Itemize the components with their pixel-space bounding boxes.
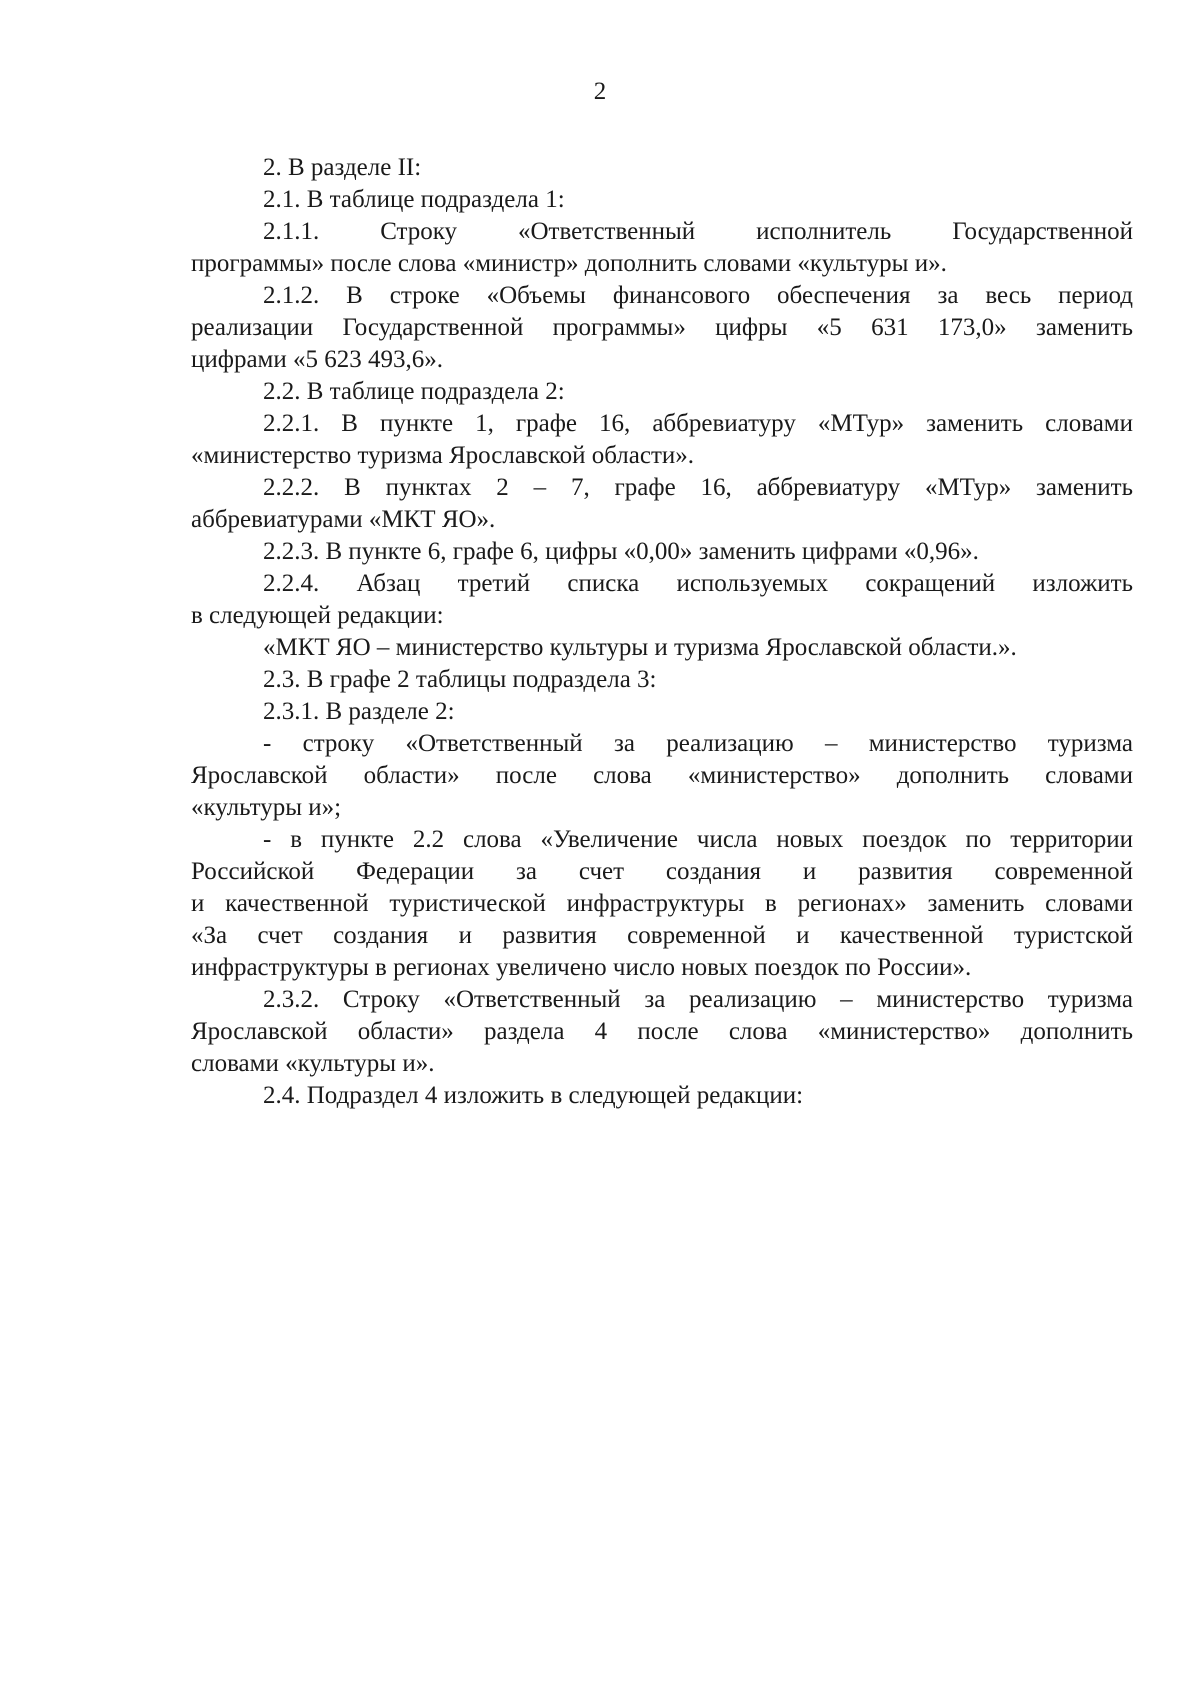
text-line: 2.2.1. В пункте 1, графе 16, аббревиатуру «МТур» заменить словами <box>263 410 1133 437</box>
text-line: реализации Государственной программы» цифры «5 631 173,0» заменить <box>191 314 1133 341</box>
text-line: 2.2. В таблице подраздела 2: <box>263 378 565 405</box>
paragraph <box>191 632 1133 664</box>
text-line: Российской Федерации за счет создания и развития современной <box>191 858 1133 885</box>
paragraph <box>191 1080 1133 1112</box>
text-line: 2.3.1. В разделе 2: <box>263 698 455 725</box>
paragraph <box>191 184 1133 216</box>
text-line: 2.1.1. Строку «Ответственный исполнитель Государственной <box>263 218 1133 245</box>
text-line: «культуры и»; <box>191 794 342 821</box>
paragraph <box>191 152 1133 184</box>
text-line: Ярославской области» после слова «министерство» дополнить словами <box>191 762 1133 789</box>
text-line: - строку «Ответственный за реализацию – министерство туризма <box>263 730 1133 757</box>
text-line: программы» после слова «министр» дополнить словами «культуры и». <box>191 250 947 277</box>
text-line: Ярославской области» раздела 4 после слова «министерство» дополнить <box>191 1018 1133 1045</box>
text-line: 2.2.2. В пунктах 2 – 7, графе 16, аббревиатуру «МТур» заменить <box>263 474 1133 501</box>
text-line: аббревиатурами «МКТ ЯО». <box>191 506 496 533</box>
text-line: 2.4. Подраздел 4 изложить в следующей редакции: <box>263 1082 804 1109</box>
text-line: 2.3. В графе 2 таблицы подраздела 3: <box>263 666 657 693</box>
text-line: 2.1. В таблице подраздела 1: <box>263 186 565 213</box>
text-line: «министерство туризма Ярославской области». <box>191 442 695 469</box>
paragraph <box>191 376 1133 408</box>
text-line: «За счет создания и развития современной и качественной туристской <box>191 922 1133 949</box>
paragraph <box>191 664 1133 696</box>
text-line: инфраструктуры в регионах увеличено число новых поездок по России». <box>191 954 972 981</box>
paragraph <box>191 536 1133 568</box>
text-line: - в пункте 2.2 слова «Увеличение числа новых поездок по территории <box>263 826 1133 853</box>
text-line: и качественной туристической инфраструктуры в регионах» заменить словами <box>191 890 1133 917</box>
paragraph <box>191 728 1133 824</box>
document-body <box>191 152 1133 1112</box>
text-line: 2.1.2. В строке «Объемы финансового обеспечения за весь период <box>263 282 1133 309</box>
text-line: цифрами «5 623 493,6». <box>191 346 444 373</box>
page-number: 2 <box>593 78 607 105</box>
paragraph <box>191 472 1133 536</box>
paragraph <box>191 408 1133 472</box>
paragraph <box>191 568 1133 632</box>
paragraph <box>191 216 1133 280</box>
paragraph <box>191 824 1133 984</box>
paragraph <box>191 280 1133 376</box>
text-line: 2. В разделе II: <box>263 154 422 181</box>
paragraph <box>191 696 1133 728</box>
text-line: «МКТ ЯО – министерство культуры и туризма Ярославской области.». <box>263 634 1017 661</box>
text-line: 2.2.3. В пункте 6, графе 6, цифры «0,00» заменить цифрами «0,96». <box>263 538 979 565</box>
text-line: словами «культуры и». <box>191 1050 435 1077</box>
text-line: 2.3.2. Строку «Ответственный за реализацию – министерство туризма <box>263 986 1133 1013</box>
text-line: в следующей редакции: <box>191 602 444 629</box>
text-line: 2.2.4. Абзац третий списка используемых сокращений изложить <box>263 570 1133 597</box>
paragraph <box>191 984 1133 1080</box>
